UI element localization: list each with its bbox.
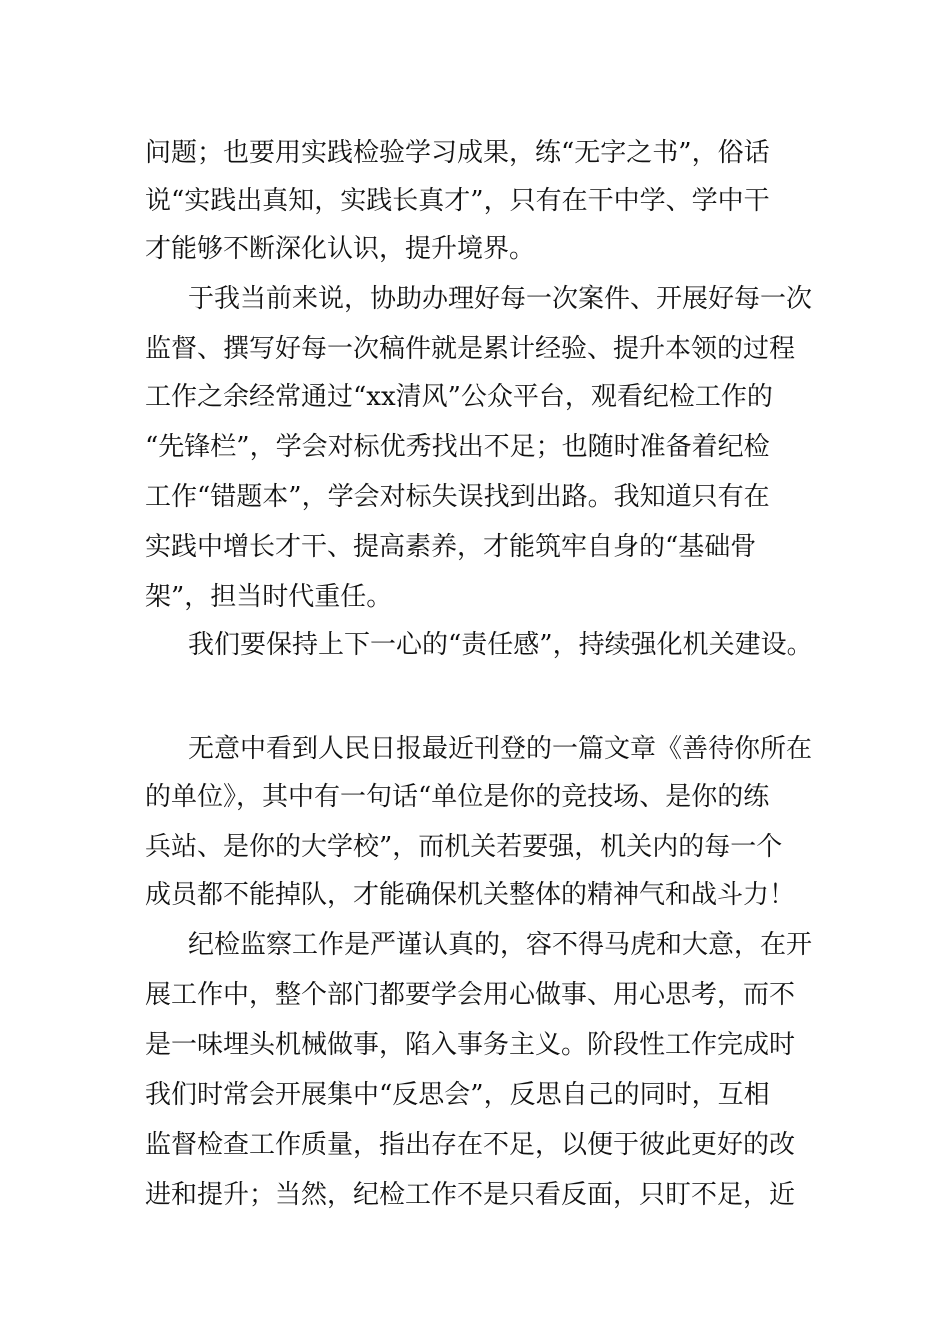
- text-line: 工作“错题本”，学会对标失误找到出路。我知道只有在: [145, 482, 770, 512]
- text-line: 监督、撰写好每一次稿件就是累计经验、提升本领的过程: [145, 334, 796, 364]
- text-line: 说“实践出真知，实践长真才”，只有在干中学、学中干: [145, 186, 770, 216]
- text-line: 纪检监察工作是严谨认真的，容不得马虎和大意，在开: [188, 930, 813, 960]
- text-line: 工作之余经常通过“xx清风”公众平台，观看纪检工作的: [145, 382, 773, 412]
- text-line: 进和提升；当然，纪检工作不是只看反面，只盯不足，近: [145, 1180, 796, 1210]
- text-line: 的单位》，其中有一句话“单位是你的竞技场、是你的练: [145, 782, 770, 812]
- text-line: 展工作中，整个部门都要学会用心做事、用心思考，而不: [145, 980, 796, 1010]
- text-line: 成员都不能掉队，才能确保机关整体的精神气和战斗力！: [145, 880, 796, 910]
- text-line: 架”，担当时代重任。: [145, 582, 393, 612]
- text-line: “先锋栏”，学会对标优秀找出不足；也随时准备着纪检: [145, 432, 770, 462]
- text-line: 是一味埋头机械做事，陷入事务主义。阶段性工作完成时: [145, 1030, 796, 1060]
- text-line: 我们时常会开展集中“反思会”，反思自己的同时，互相: [145, 1080, 770, 1110]
- text-line: 无意中看到人民日报最近刊登的一篇文章《善待你所在: [188, 734, 813, 764]
- text-line: 于我当前来说，协助办理好每一次案件、开展好每一次: [188, 284, 813, 314]
- text-line: 问题；也要用实践检验学习成果，练“无字之书”，俗话: [145, 138, 770, 168]
- text-line: 兵站、是你的大学校”，而机关若要强，机关内的每一个: [145, 832, 783, 862]
- text-line: 才能够不断深化认识，提升境界。: [145, 234, 536, 264]
- text-line: 监督检查工作质量，指出存在不足，以便于彼此更好的改: [145, 1130, 796, 1160]
- text-line: 我们要保持上下一心的“责任感”，持续强化机关建设。: [188, 630, 813, 660]
- text-line: 实践中增长才干、提高素养，才能筑牢自身的“基础骨: [145, 532, 757, 562]
